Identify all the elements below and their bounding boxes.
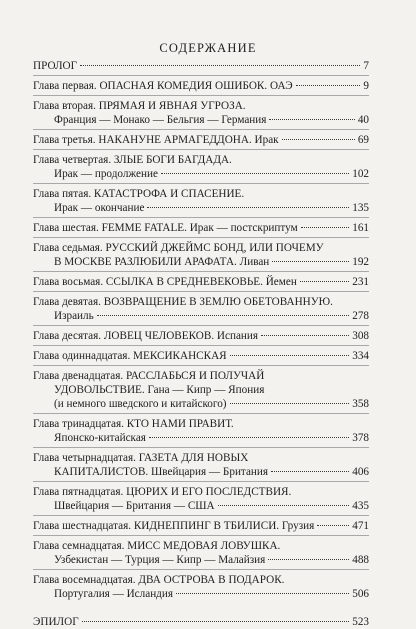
dot-leader bbox=[161, 172, 349, 174]
toc-entry-line bbox=[33, 539, 369, 553]
entry-separator bbox=[33, 515, 369, 516]
toc-entry-text: Глава восемнадцатая. ДВА ОСТРОВА В ПОДАРОК. bbox=[33, 574, 285, 586]
dot-leader bbox=[82, 620, 350, 622]
toc-entry-line bbox=[33, 99, 369, 113]
toc-entry-text: КАПИТАЛИСТОВ. Швейцария — Британия bbox=[54, 466, 269, 478]
toc-entry-line-last bbox=[54, 255, 369, 269]
toc-page-number: 9 bbox=[363, 80, 369, 92]
toc-page-number: 40 bbox=[357, 114, 369, 126]
toc-entry-line bbox=[33, 573, 369, 587]
toc-entry-text: Глава четырнадцатая. ГАЗЕТА ДЛЯ НОВЫХ bbox=[33, 452, 249, 464]
toc-entry-text: Глава семнадцатая. МИСС МЕДОВАЯ ЛОВУШКА. bbox=[33, 540, 281, 552]
toc-entry-line-last bbox=[54, 309, 369, 323]
toc-entry-line bbox=[33, 241, 369, 255]
entry-separator bbox=[33, 569, 369, 570]
toc-entry-text: Глава тринадцатая. КТО НАМИ ПРАВИТ. bbox=[33, 418, 234, 430]
dot-leader bbox=[218, 504, 350, 506]
dot-leader bbox=[269, 118, 354, 120]
toc-entry-text: Израиль bbox=[54, 310, 94, 322]
toc-entry-line-last bbox=[54, 465, 369, 479]
toc-entry-line-last bbox=[33, 79, 369, 93]
toc-page-number: 506 bbox=[352, 588, 369, 600]
toc-entry-text: Глава шестая. FEMME FATALE. Ирак — постскриптум bbox=[33, 222, 298, 234]
toc-entry-text: Узбекистан — Турция — Кипр — Малайзия bbox=[54, 554, 266, 566]
toc-entry-line bbox=[33, 451, 369, 465]
toc-page-number: 358 bbox=[352, 398, 369, 410]
toc-entry-text: Глава девятая. ВОЗВРАЩЕНИЕ В ЗЕМЛЮ ОБЕТОВАННУЮ. bbox=[33, 296, 333, 308]
toc-entry-line-last bbox=[54, 201, 369, 215]
toc-entry-text: Ирак — окончание bbox=[54, 202, 145, 214]
toc-entry-line bbox=[33, 485, 369, 499]
dot-leader bbox=[261, 334, 349, 336]
dot-leader bbox=[300, 280, 349, 282]
toc-entry-text: Глава пятнадцатая. ЦЮРИХ И ЕГО ПОСЛЕДСТВИЯ. bbox=[33, 486, 292, 498]
toc-entry-text: Глава седьмая. РУССКИЙ ДЖЕЙМС БОНД, ИЛИ ПОЧЕМУ bbox=[33, 242, 324, 254]
toc-page-number: 69 bbox=[357, 134, 369, 146]
dot-leader bbox=[301, 226, 350, 228]
dot-leader bbox=[272, 260, 349, 262]
toc-entry-line-last bbox=[54, 587, 369, 601]
toc-entry-line bbox=[33, 417, 369, 431]
entry-separator bbox=[33, 75, 369, 76]
toc-page-number: 278 bbox=[352, 310, 369, 322]
toc-page-number: 161 bbox=[352, 222, 369, 234]
dot-leader bbox=[296, 84, 361, 86]
toc-entry-line-last bbox=[33, 133, 369, 147]
entry-separator bbox=[33, 535, 369, 536]
entry-separator bbox=[33, 481, 369, 482]
toc-entry-text: Португалия — Исландия bbox=[54, 588, 174, 600]
entry-separator bbox=[33, 183, 369, 184]
toc-entry-line-last bbox=[33, 519, 369, 533]
toc-entry-text: В МОСКВЕ РАЗЛЮБИЛИ АРАФАТА. Ливан bbox=[54, 256, 270, 268]
toc-entry-line-last bbox=[54, 499, 369, 513]
toc-page-number: 334 bbox=[352, 350, 369, 362]
toc-entry-line-last bbox=[54, 553, 369, 567]
toc-entry-text: ПРОЛОГ bbox=[33, 60, 78, 72]
toc-page-number: 378 bbox=[352, 432, 369, 444]
toc-entry-line-last bbox=[33, 349, 369, 363]
entry-separator bbox=[33, 447, 369, 448]
toc-entry-text: Глава двенадцатая. РАССЛАБЬСЯ И ПОЛУЧАЙ bbox=[33, 370, 265, 382]
entry-separator bbox=[33, 365, 369, 366]
dot-leader bbox=[80, 64, 360, 66]
toc-page-number: 308 bbox=[352, 330, 369, 342]
toc-page-number: 406 bbox=[352, 466, 369, 478]
toc-entry-text: Ирак — продолжение bbox=[54, 168, 158, 180]
entry-separator bbox=[33, 271, 369, 272]
dot-leader bbox=[317, 524, 349, 526]
toc-entry-text: Глава первая. ОПАСНАЯ КОМЕДИЯ ОШИБОК. ОАЭ bbox=[33, 80, 293, 92]
toc-entry-text: Глава третья. НАКАНУНЕ АРМАГЕДДОНА. Ирак bbox=[33, 134, 279, 146]
toc-entry-text: Франция — Монако — Бельгия — Германия bbox=[54, 114, 267, 126]
toc-entry-text: Глава пятая. КАТАСТРОФА И СПАСЕНИЕ. bbox=[33, 188, 245, 200]
entry-separator bbox=[33, 129, 369, 130]
toc-entry-line-last bbox=[54, 431, 369, 445]
entry-separator bbox=[33, 325, 369, 326]
toc-entry-line bbox=[33, 187, 369, 201]
dot-leader bbox=[230, 402, 350, 404]
toc-entry-line-last bbox=[33, 59, 369, 73]
entry-separator bbox=[33, 217, 369, 218]
toc-heading: СОДЕРЖАНИЕ bbox=[159, 41, 257, 55]
toc-page-number: 435 bbox=[352, 500, 369, 512]
toc-entry-line-last bbox=[54, 167, 369, 181]
toc-entry-line-last bbox=[33, 329, 369, 343]
entry-separator bbox=[33, 237, 369, 238]
toc-entry-line-last bbox=[33, 221, 369, 235]
toc-page-number: 523 bbox=[352, 616, 369, 628]
toc-entry-text: Глава десятая. ЛОВЕЦ ЧЕЛОВЕКОВ. Испания bbox=[33, 330, 259, 342]
toc-entry-line bbox=[33, 369, 369, 383]
toc-entry-text: Глава восьмая. ССЫЛКА В СРЕДНЕВЕКОВЬЕ. Йемен bbox=[33, 276, 297, 288]
toc-entry-text: УДОВОЛЬСТВИЕ. Гана — Кипр — Япония bbox=[54, 384, 265, 396]
toc-entry-line bbox=[54, 383, 369, 397]
dot-leader bbox=[97, 314, 349, 316]
toc-entry-text: Глава одиннадцатая. МЕКСИКАНСКАЯ bbox=[33, 350, 227, 362]
dot-leader bbox=[149, 436, 349, 438]
toc-entry-line-last bbox=[33, 615, 369, 629]
dot-leader bbox=[268, 558, 349, 560]
toc-entry-line-last bbox=[33, 275, 369, 289]
toc-page-number: 102 bbox=[352, 168, 369, 180]
entry-separator bbox=[33, 413, 369, 414]
toc-entry-text: Японско-китайская bbox=[54, 432, 146, 444]
toc-page-number: 471 bbox=[352, 520, 369, 532]
toc-entry-line-last bbox=[54, 113, 369, 127]
toc-page-number: 488 bbox=[352, 554, 369, 566]
toc-page-number: 231 bbox=[352, 276, 369, 288]
dot-leader bbox=[282, 138, 355, 140]
dot-leader bbox=[271, 470, 349, 472]
entry-separator bbox=[33, 291, 369, 292]
dot-leader bbox=[176, 592, 349, 594]
toc-page-number: 192 bbox=[352, 256, 369, 268]
entry-separator bbox=[33, 149, 369, 150]
toc-entry-line-last bbox=[54, 397, 369, 411]
entry-separator bbox=[33, 95, 369, 96]
toc-page-number: 135 bbox=[352, 202, 369, 214]
dot-leader bbox=[147, 206, 349, 208]
entry-separator bbox=[33, 345, 369, 346]
toc-entry-text: ЭПИЛОГ bbox=[33, 616, 79, 628]
toc-entry-text: Глава вторая. ПРЯМАЯ И ЯВНАЯ УГРОЗА. bbox=[33, 100, 246, 112]
toc-entry-text: (и немного шведского и китайского) bbox=[54, 398, 227, 410]
dot-leader bbox=[230, 354, 350, 356]
toc-entry-text: Глава шестнадцатая. КИДНЕППИНГ В ТБИЛИСИ. Грузия bbox=[33, 520, 315, 532]
toc-entry-line bbox=[33, 295, 369, 309]
toc-entry-text: Швейцария — Британия — США bbox=[54, 500, 215, 512]
toc-entry-text: Глава четвертая. ЗЛЫЕ БОГИ БАГДАДА. bbox=[33, 154, 232, 166]
toc-page-number: 7 bbox=[363, 60, 369, 72]
toc-entry-line bbox=[33, 153, 369, 167]
